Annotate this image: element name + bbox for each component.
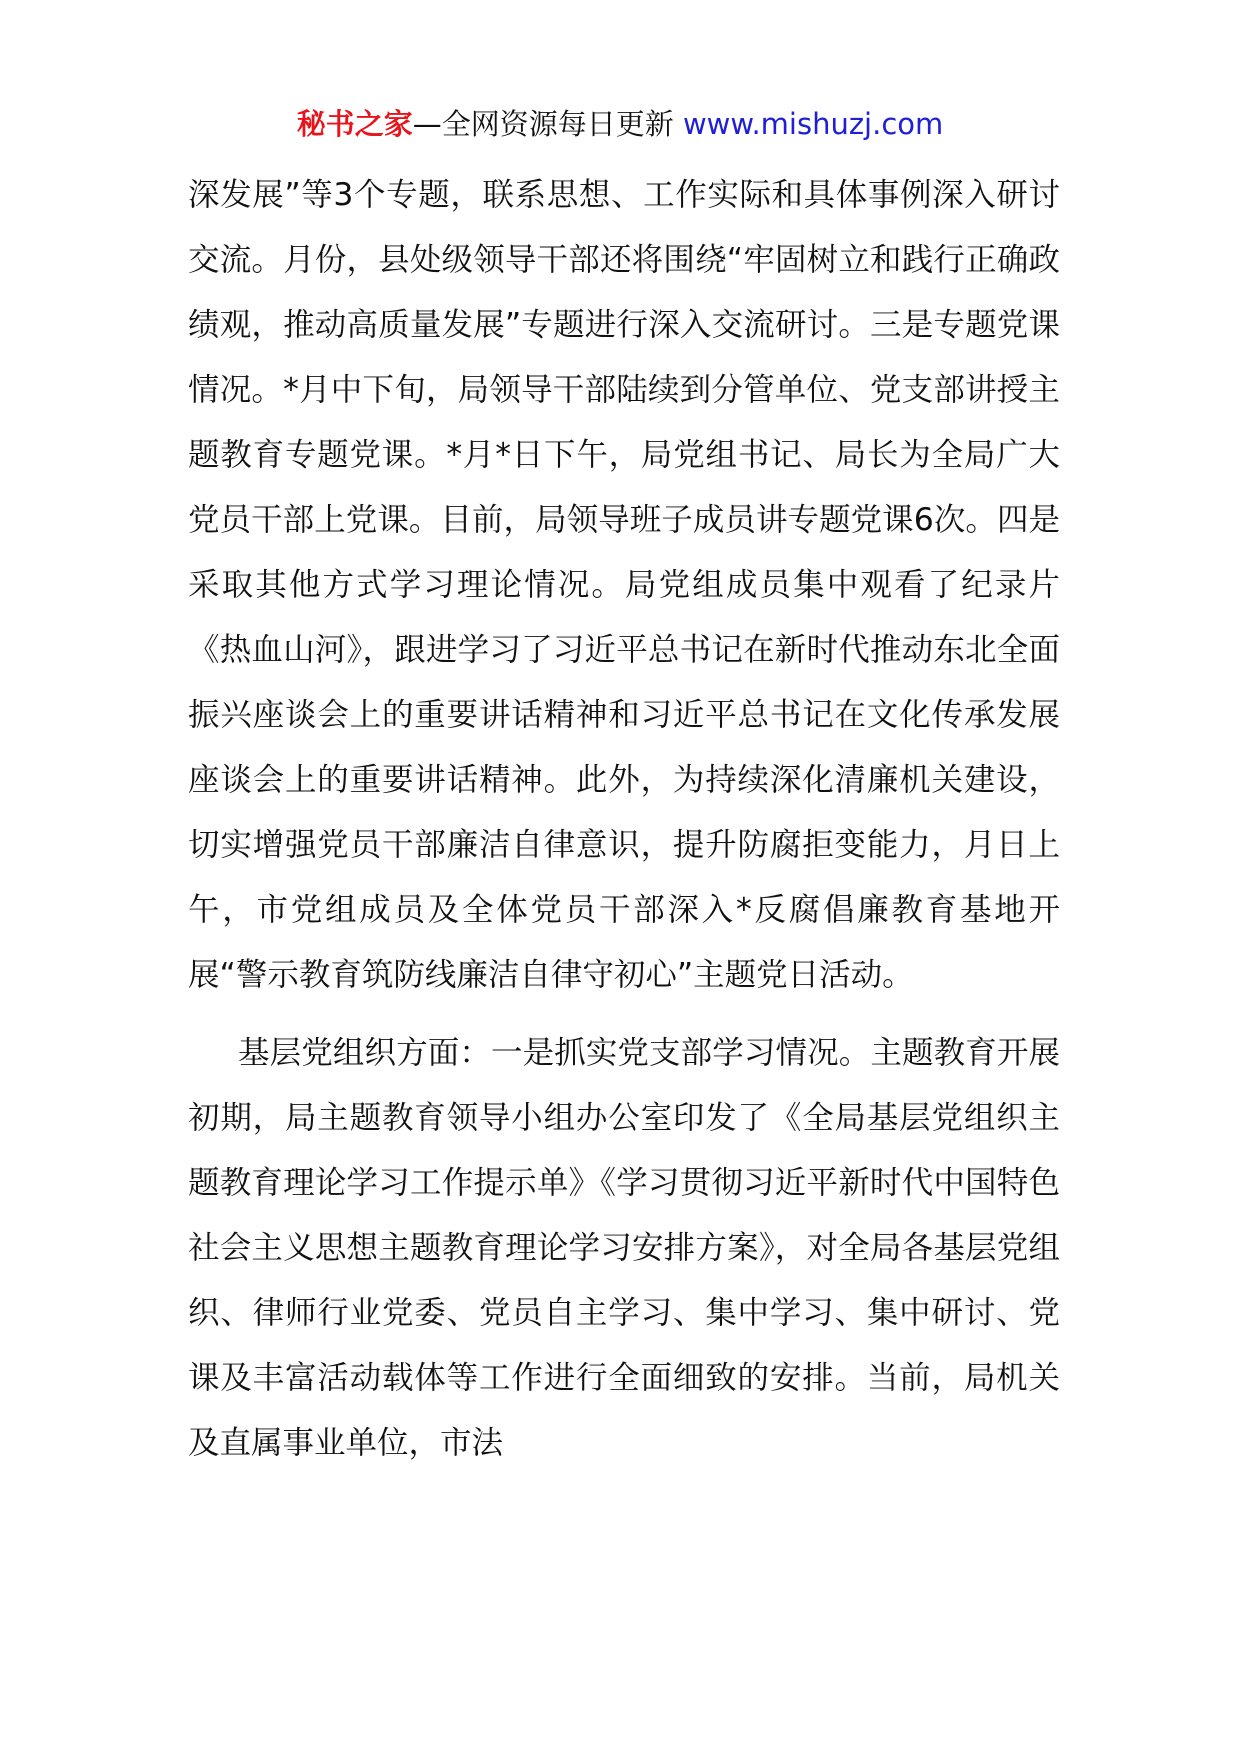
brand-name: 秘书之家 bbox=[296, 107, 413, 141]
document-body bbox=[188, 163, 1060, 1476]
site-url-link[interactable]: www.mishuzj.com bbox=[682, 107, 944, 141]
header-tagline: —全网资源每日更新 bbox=[412, 107, 674, 141]
paragraph-grassroots-party: 基层党组织方面：一是抓实党支部学习情况。主题教育开展初期，局主题教育领导小组办公室印发了《全局基层党组织主题教育理论学习工作提示单》《学习贯彻习近平新时代中国特色社会主义思想主题教育理论学习安排方案》，对全局各基层党组织、律师行业党委、党员自主学习、集中学习、集中研讨、党课及丰富活动载体等工作进行全面细致的安排。当前，局机关及直属事业单位，市法 bbox=[188, 1035, 1060, 1461]
page-header bbox=[0, 100, 1240, 148]
paragraph-continued: 深发展”等3个专题，联系思想、工作实际和具体事例深入研讨交流。月份，县处级领导干部还将围绕“牢固树立和践行正确政绩观，推动高质量发展”专题进行深入交流研讨。三是专题党课情况。*月中下旬，局领导干部陆续到分管单位、党支部讲授主题教育专题党课。*月*日下午，局党组书记、局长为全局广大党员干部上党课。目前，局领导班子成员讲专题党课6次。四是采取其他方式学习理论情况。局党组成员集中观看了纪录片《热血山河》，跟进学习了习近平总书记在新时代推动东北全面振兴座谈会上的重要讲话精神和习近平总书记在文化传承发展座谈会上的重要讲话精神。此外，为持续深化清廉机关建设，切实增强党员干部廉洁自律意识，提升防腐拒变能力，月日上午，市党组成员及全体党员干部深入*反腐倡廉教育基地开展“警示教育筑防线廉洁自律守初心”主题党日活动。 bbox=[188, 177, 1060, 993]
